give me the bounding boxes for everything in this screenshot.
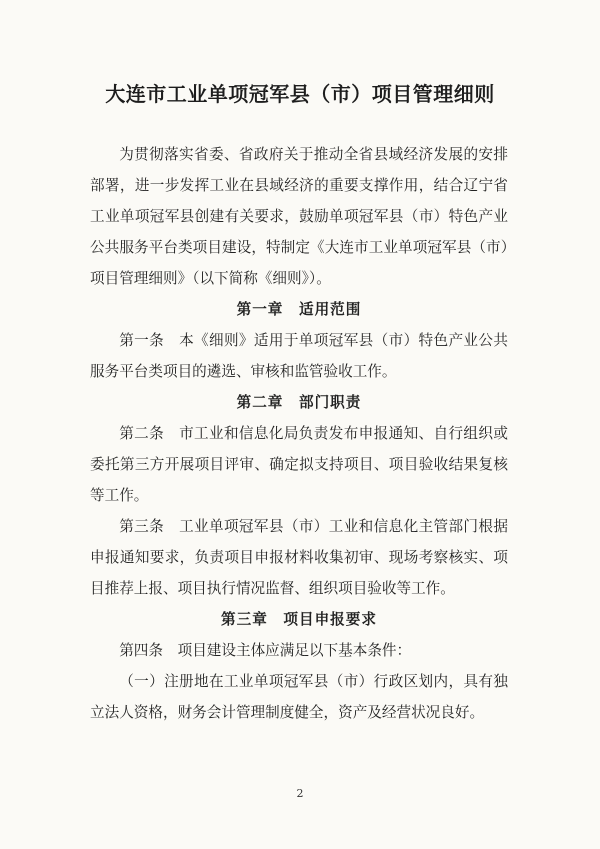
article-4 <box>90 635 508 666</box>
document-title: 大连市工业单项冠军县（市）项目管理细则 <box>105 82 495 106</box>
article-4-label: 第四条 <box>119 642 163 659</box>
article-1-text: 本《细则》适用于单项冠军县（市）特色产业公共服务平台类项目的遴选、审核和监管验收工作。 <box>90 332 508 380</box>
page-number: 2 <box>296 787 304 800</box>
article-3-label: 第三条 <box>119 518 165 535</box>
intro-paragraph: 为贯彻落实省委、省政府关于推动全省县域经济发展的安排部署，进一步发挥工业在县域经济的重要支撑作用，结合辽宁省工业单项冠军县创建有关要求，鼓励单项冠军县（市）特色产业公共服务平台类项目建设，特制定《大连市工业单项冠军县（市）项目管理细则》（以下简称《细则》）。 <box>90 146 508 287</box>
article-4-item-1: （一）注册地在工业单项冠军县（市）行政区划内，具有独立法人资格，财务会计管理制度健全，资产及经营状况良好。 <box>90 673 508 721</box>
article-1-label: 第一条 <box>119 332 165 349</box>
article-3 <box>90 511 508 604</box>
chapter-3-heading: 第三章 项目申报要求 <box>221 611 377 628</box>
article-2-text: 市工业和信息化局负责发布申报通知、自行组织或委托第三方开展项目评审、确定拟支持项目、项目验收结果复核等工作。 <box>90 425 508 504</box>
article-3-text: 工业单项冠军县（市）工业和信息化主管部门根据申报通知要求，负责项目申报材料收集初审、现场考察核实、项目推荐上报、项目执行情况监督、组织项目验收等工作。 <box>90 518 508 597</box>
document-body <box>90 139 508 728</box>
article-1 <box>90 325 508 387</box>
chapter-2-heading: 第二章 部门职责 <box>236 394 362 411</box>
article-4-text: 项目建设主体应满足以下基本条件： <box>177 642 412 659</box>
chapter-1-heading: 第一章 适用范围 <box>236 301 362 318</box>
article-2-label: 第二条 <box>119 425 165 442</box>
article-2 <box>90 418 508 511</box>
